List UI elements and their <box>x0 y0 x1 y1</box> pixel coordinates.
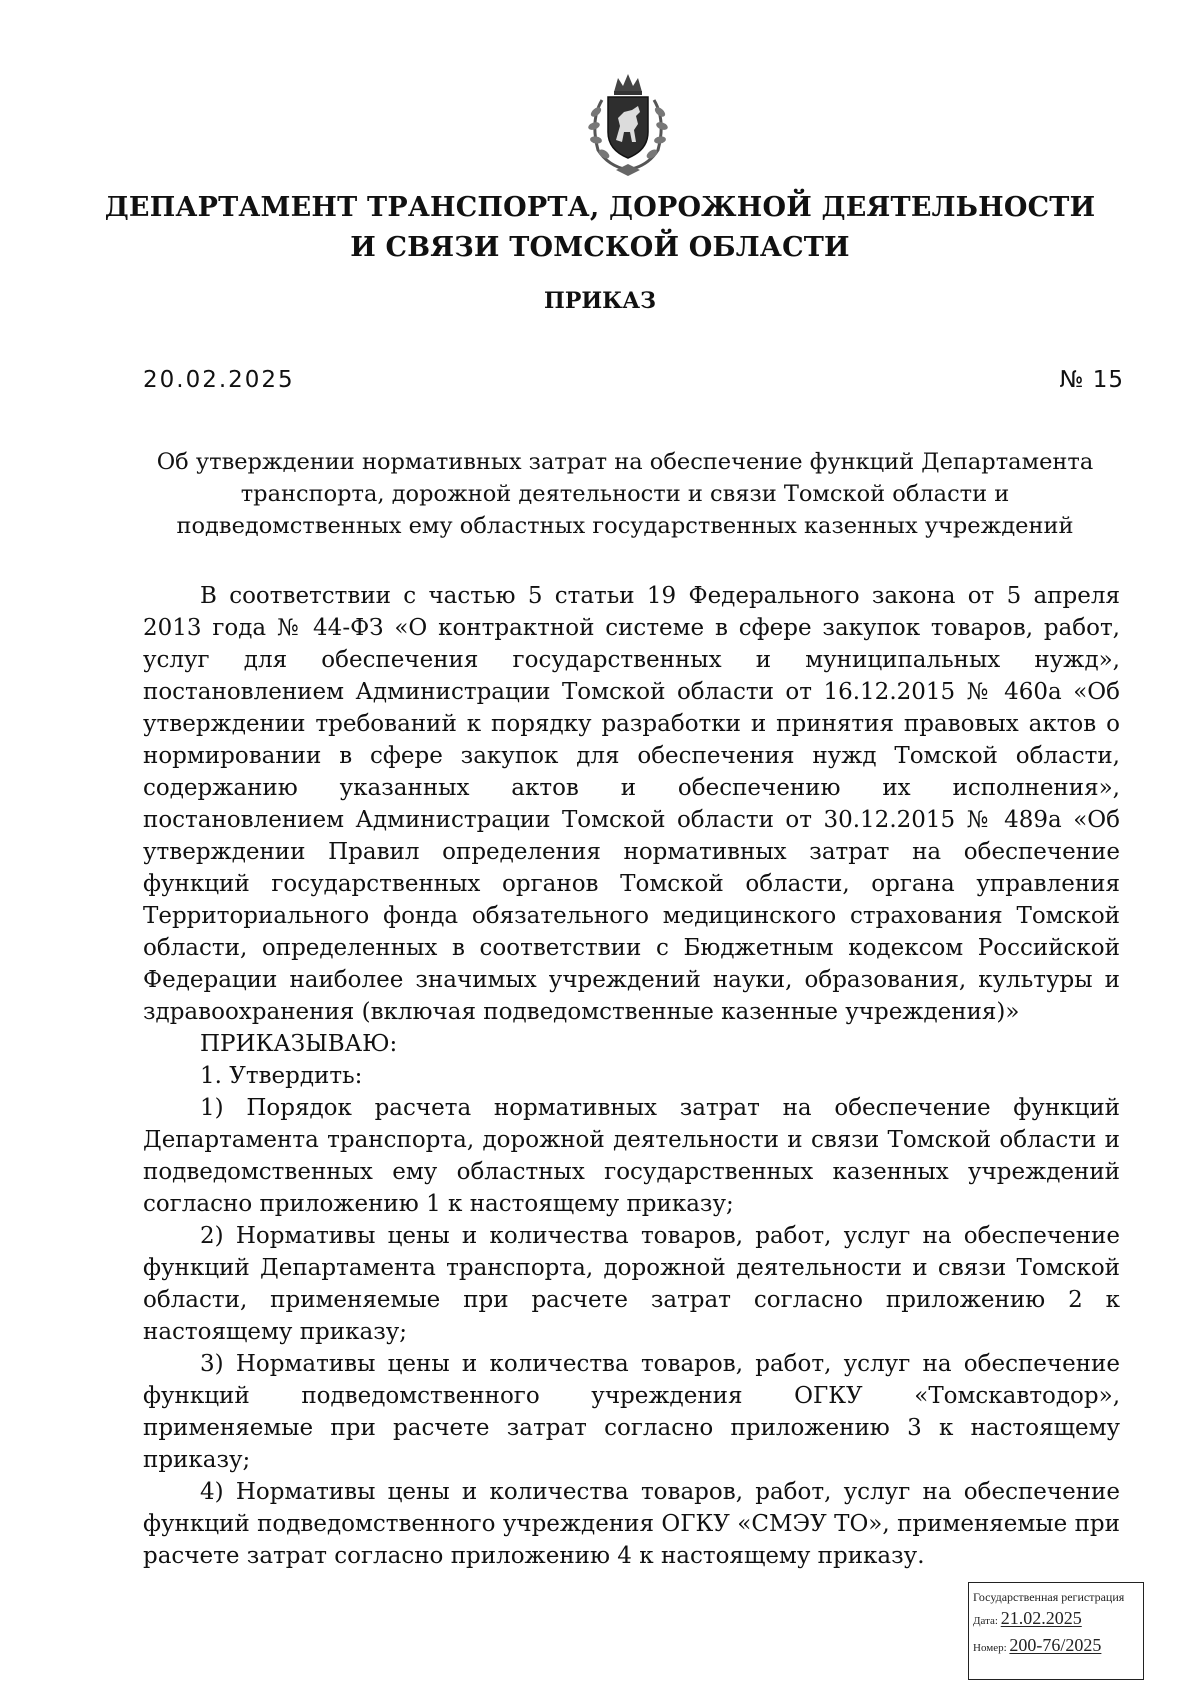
document-subject: Об утверждении нормативных затрат на обеспечение функций Департамента транспорта, дорожной деятельности и связи Томской области и подведомственных ему областных государственных казенных учреждений <box>156 449 1094 539</box>
org-name-line1: ДЕПАРТАМЕНТ ТРАНСПОРТА, ДОРОЖНОЙ ДЕЯТЕЛЬНОСТИ <box>104 192 1096 223</box>
document-date: 20.02.2025 <box>143 367 295 393</box>
preamble-paragraph: В соответствии с частью 5 статьи 19 Федерального закона от 5 апреля 2013 года № 44-ФЗ «О контрактной системе в сфере закупок товаров, работ, услуг для обеспечения государственных и муниципальных нужд», постановлением Администрации Томской области от 16.12.2015 № 460а «Об утверждении требований к порядку разработки и принятия правовых актов о нормировании в сфере закупок для обеспечения нужд Томской области, содержанию указанных актов и обеспечению их исполнения», постановлением Администрации Томской области от 30.12.2015 № 489а «Об утверждении Правил определения нормативных затрат на обеспечение функций государственных органов Томской области, органа управления Территориального фонда обязательного медицинского страхования Томской области, определенных в соответствии с Бюджетным кодексом Российской Федерации наиболее значимых учреждений науки, образования, культуры и здравоохранения (включая подведомственные казенные учреждения)» <box>143 583 1120 1025</box>
subitem-4: 4) Нормативы цены и количества товаров, работ, услуг на обеспечение функций подведомственного учреждения ОГКУ «СМЭУ ТО», применяемые при расчете затрат согласно приложению 4 к настоящему приказу. <box>143 1479 1120 1569</box>
org-name-line2: И СВЯЗИ ТОМСКОЙ ОБЛАСТИ <box>350 232 850 263</box>
document-body <box>143 580 1120 1572</box>
subitem-3: 3) Нормативы цены и количества товаров, работ, услуг на обеспечение функций подведомственного учреждения ОГКУ «Томскавтодор», применяемые при расчете затрат согласно приложению 3 к настоящему приказу; <box>143 1351 1120 1473</box>
registration-number-row <box>973 1633 1143 1660</box>
registration-number-value: 200-76/2025 <box>1009 1635 1102 1655</box>
document-type: ПРИКАЗ <box>544 288 656 314</box>
registration-date-label: Дата: <box>973 1615 998 1627</box>
registration-date-value: 21.02.2025 <box>1000 1608 1082 1628</box>
coat-of-arms-icon <box>568 70 688 180</box>
item-1: 1. Утвердить: <box>200 1063 363 1089</box>
order-word: ПРИКАЗЫВАЮ: <box>200 1031 398 1057</box>
registration-number-label: Номер: <box>973 1642 1007 1654</box>
document-number: № 15 <box>1059 367 1124 393</box>
registration-title: Государственная регистрация <box>973 1590 1125 1604</box>
registration-date-row <box>973 1606 1143 1633</box>
organization-name <box>100 188 1100 268</box>
registration-stamp <box>968 1582 1144 1680</box>
subitem-2: 2) Нормативы цены и количества товаров, работ, услуг на обеспечение функций Департамента транспорта, дорожной деятельности и связи Томской области, применяемые при расчете затрат согласно приложению 2 к настоящему приказу; <box>143 1223 1120 1345</box>
subitem-1: 1) Порядок расчета нормативных затрат на обеспечение функций Департамента транспорта, дорожной деятельности и связи Томской области и подведомственных ему областных государственных казенных учреждений согласно приложению 1 к настоящему приказу; <box>143 1095 1120 1217</box>
